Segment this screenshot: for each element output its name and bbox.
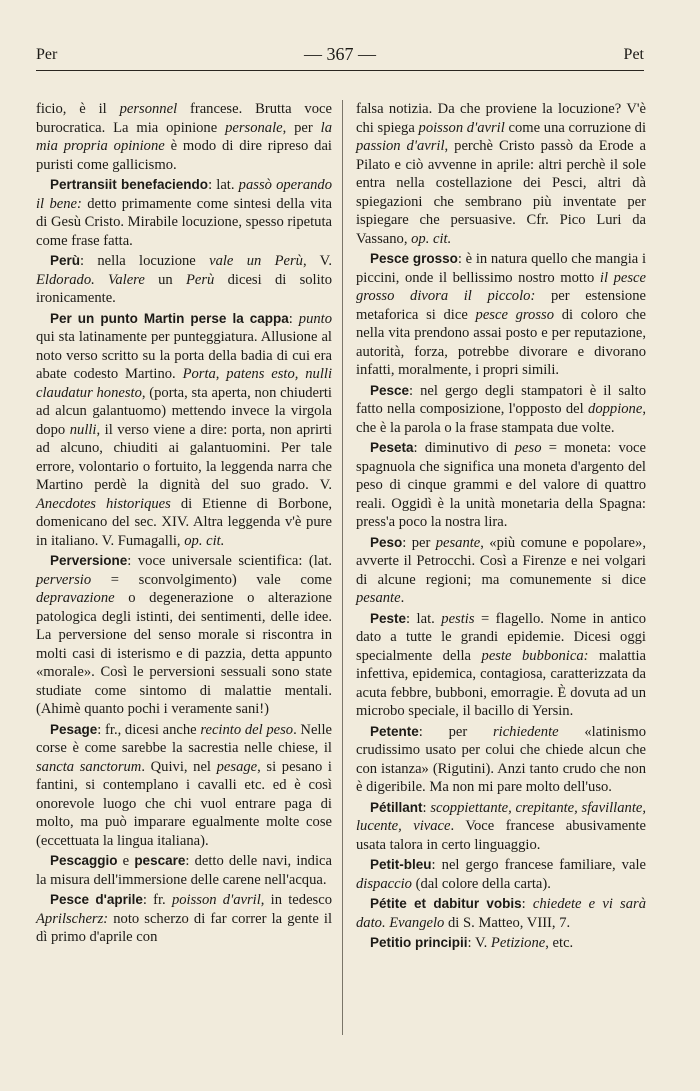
italic-text: punto: [298, 310, 333, 327]
italic-text: peso: [514, 440, 542, 456]
italic-text: scoppiettante, crepitante, sfavillante, lucente, vivace: [356, 799, 647, 834]
entry-text: : fr., dicesi anche: [97, 721, 201, 738]
italic-text: dispaccio: [356, 875, 412, 892]
dictionary-entry: [36, 310, 332, 551]
headword: Pertransiit benefaciendo: [50, 177, 209, 192]
italic-text: peste bubbonica:: [481, 647, 589, 664]
italic-text: Aprilscherz:: [36, 910, 109, 927]
entry-text: :: [288, 310, 299, 327]
entry-text: . Quivi, nel: [141, 758, 217, 775]
entry-text: . Voce francese abusivamente usata talora in certo linguaggio.: [356, 818, 646, 853]
entry-text: come una corruzione di: [504, 119, 646, 136]
entry-text: (dal colore della carta).: [411, 875, 551, 892]
italic-text: personale: [225, 119, 283, 136]
headword: Peso: [370, 534, 403, 550]
entry-text: : lat.: [208, 177, 239, 193]
headword: Petente: [370, 723, 419, 739]
italic-text: op. cit.: [411, 230, 452, 247]
continued-entry: [36, 100, 332, 174]
italic-text: nulli: [69, 421, 97, 438]
headword: Pescaggio: [50, 853, 118, 868]
entry-text: :: [422, 799, 431, 816]
right-column: [356, 100, 646, 955]
entry-text: : diminutivo di: [413, 440, 515, 456]
entry-text: per estensione metaforica si dice: [356, 288, 646, 323]
headword: Petit-bleu: [370, 857, 432, 872]
headword: Petitio principii: [370, 935, 468, 950]
entry-text: falsa notizia. Da che proviene la locuzione? V'è chi spiega: [356, 101, 646, 136]
entry-text: : nel gergo francese familiare, vale: [431, 857, 646, 873]
italic-text: passion d'avril: [356, 138, 445, 154]
entry-text: = flagello. Nome in antico dato a tutte le grandi epidemie. Dicesi oggi specialmente della: [356, 610, 646, 664]
italic-text: recinto del peso: [200, 721, 294, 738]
column-separator: [342, 100, 343, 1035]
entry-text: . Nelle corse è come sarebbe la sacrestia nelle chiese, il: [36, 721, 333, 756]
italic-text: Eldorado. Valere: [36, 271, 145, 288]
entry-text: , che è la parola o la frase stampata due volte.: [356, 401, 646, 436]
entry-text: :: [521, 896, 533, 912]
entry-text: di coloro che nella vita prendono assai posto e per reputazione, autorità, forza, potrebbe divorare e divorano infatti, moralmente, i propri simili.: [356, 306, 646, 378]
entry-text: , V.: [302, 253, 332, 269]
entry-text: o degenerazione o alterazione patologica degli istinti, dei sentimenti, delle idee. La perversione del senso morale si riscontra in molti casi di isterismo e di pazzia, detta appunto «morale». Così le perversioni sessuali sono state studiate come sintomo di malattie mentali. (Ahimè quanto pochi i veramente sani!): [36, 590, 332, 717]
italic-text: pesante: [435, 534, 481, 551]
dictionary-entry: [356, 723, 646, 797]
continued-entry: [356, 100, 646, 248]
dictionary-entry: [36, 721, 332, 851]
dictionary-entry: [36, 891, 332, 947]
dictionary-entry: [36, 252, 332, 308]
dictionary-entry: [356, 610, 646, 721]
entry-text: : voce universale scientifica: (lat.: [127, 553, 332, 569]
italic-text: Anecdotes historiques: [36, 495, 171, 512]
dictionary-entry: [36, 176, 332, 250]
dictionary-entry: [356, 895, 646, 932]
headword: Pesce d'aprile: [50, 892, 143, 907]
headword: Peste: [370, 610, 407, 626]
italic-text: la mia propria opinione: [36, 119, 332, 154]
entry-text: «latinismo crudissimo usato per colui che chiede alcun che con istanza» (Rigutini). Anzi tanto crudo che non è digeribile. Ma non mi pare molto dell'uso.: [356, 723, 646, 795]
italic-text: vale un Perù: [209, 253, 303, 269]
entry-text: , il verso viene a dire: porta, non aprirti ad alcuno, chiuditi ai galantuomini. Per tale errore, volontario o fortuito, la leggenda narra che Martino perdè la dignità del suo grado. V.: [36, 421, 333, 493]
dictionary-entry: [36, 852, 332, 889]
headword: Perversione: [50, 553, 128, 568]
italic-text: sancta sanctorum: [36, 758, 142, 775]
headword: Pétillant: [370, 799, 423, 815]
page-number: — 367 —: [304, 44, 376, 64]
entry-text: : V.: [467, 935, 491, 951]
entry-text: , in tedesco: [260, 892, 333, 908]
entry-text: , perchè Cristo passò da Erode a Pilato e ciò avvenne in aprile: altri perchè il sole entra nella costellazione dei Pesci, altri dà spiegazioni che sembrano più inventate per ispiegare che persuasive. Cfr. Pico Luri da Vassano,: [356, 138, 646, 247]
header-rule: [36, 70, 644, 71]
entry-text: detto primamente come sintesi della vita di Gesù Cristo. Mirabile locuzione, spesso ripetuta come frase fatta.: [36, 195, 332, 249]
headword: Pétite et dabitur vobis: [370, 896, 522, 911]
entry-text: è modo di dire ripreso dai puristi come gallicismo.: [36, 138, 332, 173]
dictionary-entry: [356, 856, 646, 893]
entry-text: : per: [402, 534, 436, 551]
entry-text: : lat.: [406, 610, 442, 627]
italic-text: richiedente: [492, 723, 559, 740]
headword: Peseta: [370, 440, 414, 455]
italic-text: op. cit.: [184, 532, 225, 549]
running-head-left: Per: [36, 46, 58, 63]
entry-text: , etc.: [545, 935, 574, 951]
entry-text: malattia infettiva, epidemica, contagiosa, caratterizzata da acuta febbre, bubboni, emorragie. È dovuta ad un microbo speciale, il bacillo di Yersin.: [356, 647, 646, 719]
dictionary-entry: [36, 552, 332, 719]
entry-text: , per: [282, 119, 321, 136]
left-column: [36, 100, 332, 949]
dictionary-entry: [356, 382, 646, 438]
entry-text: , si pesano i fantini, si contemplano i cavalli etc. ed è così onorevole luogo che chi vuol entrare paga di molto, ma può imparare egualmente molte cose (eccettuata la lingua italiana).: [36, 758, 332, 849]
entry-text: , (porta, sta aperta, non chiuderti ad alcun galantuomo) mettendo invece la virgola dopo: [36, 384, 332, 438]
headword: pescare: [134, 853, 186, 868]
running-head-right: Pet: [623, 46, 644, 63]
entry-text: francese. Brutta voce burocratica. La mia opinione: [36, 101, 332, 136]
entry-text: : è in natura quello che mangia i piccini, onde il bellissimo nostro motto: [356, 251, 647, 286]
italic-text: Porta, patens esto, nulli claudatur honesto: [36, 366, 332, 401]
entry-text: di S. Matteo, VIII, 7.: [444, 914, 571, 931]
italic-text: pestis: [441, 610, 475, 627]
entry-text: di Etienne di Borbone, domenicano del sec. XIV. Altra leggenda v'è pure in italiano. V. Fumagalli,: [36, 495, 332, 549]
entry-text: : fr.: [142, 892, 172, 908]
headword: Pesage: [50, 721, 98, 737]
entry-text: = sconvolgimento) vale come: [91, 571, 332, 588]
italic-text: passò operando il bene:: [36, 177, 333, 212]
italic-text: personnel: [119, 101, 178, 117]
italic-text: poisson d'avril: [418, 119, 505, 136]
entry-text: : nella locuzione: [80, 253, 210, 269]
headword: Perù: [50, 253, 81, 268]
italic-text: perversio: [36, 571, 92, 588]
entry-text: , «più comune e popolare», avverte il Petrocchi. Così a Firenze e nei volgari di alcune regioni; ma comunemente si dice: [356, 534, 646, 588]
page-header: [36, 42, 644, 70]
italic-text: poisson d'avril: [171, 892, 261, 908]
entry-text: dicesi di solito ironicamente.: [36, 271, 333, 306]
italic-text: pesante: [356, 590, 401, 606]
entry-text: : detto delle navi, indica la misura dell'immersione delle carene nell'acqua.: [36, 853, 332, 888]
entry-text: : nel gergo degli stampatori è il salto fatto nella composizione, l'opposto del: [356, 382, 646, 417]
entry-text: : per: [418, 723, 493, 740]
dictionary-entry: [356, 799, 646, 855]
italic-text: pesce grosso: [475, 306, 555, 323]
entry-text: ficio, è il: [36, 101, 120, 117]
italic-text: chiedete e vi sarà dato. Evangelo: [356, 896, 647, 931]
dictionary-entry: [356, 934, 646, 953]
italic-text: pesage: [216, 758, 258, 775]
entry-text: noto scherzo di far correr la gente il dì primo d'aprile con: [36, 910, 332, 945]
italic-text: il pesce grosso divora il piccolo:: [356, 269, 646, 304]
entry-text: qui sta latinamente per punteggiatura. Allusione al noto verso scritto su la porta della badia di cui era abate codesto Martino.: [36, 329, 332, 382]
entry-text: .: [400, 590, 405, 606]
headword: Per un punto Martin perse la cappa: [50, 310, 289, 326]
entry-text: un: [144, 271, 186, 288]
headword: Pesce grosso: [370, 251, 458, 266]
dictionary-entry: [356, 439, 646, 532]
italic-text: depravazione: [36, 590, 115, 606]
dictionary-entry: [356, 250, 646, 380]
dictionary-entry: [356, 534, 646, 608]
italic-text: doppione: [588, 401, 643, 417]
italic-text: Perù: [185, 271, 215, 288]
italic-text: Petizione: [490, 935, 546, 951]
entry-text: e: [117, 853, 135, 869]
headword: Pesce: [370, 382, 410, 398]
entry-text: = moneta: voce spagnuola che significa una moneta d'argento del peso di cinque grammi e del valore di quattro reali. Oggidì è la unità monetaria della Spagna: press'a poco la nostra lira.: [356, 440, 647, 530]
